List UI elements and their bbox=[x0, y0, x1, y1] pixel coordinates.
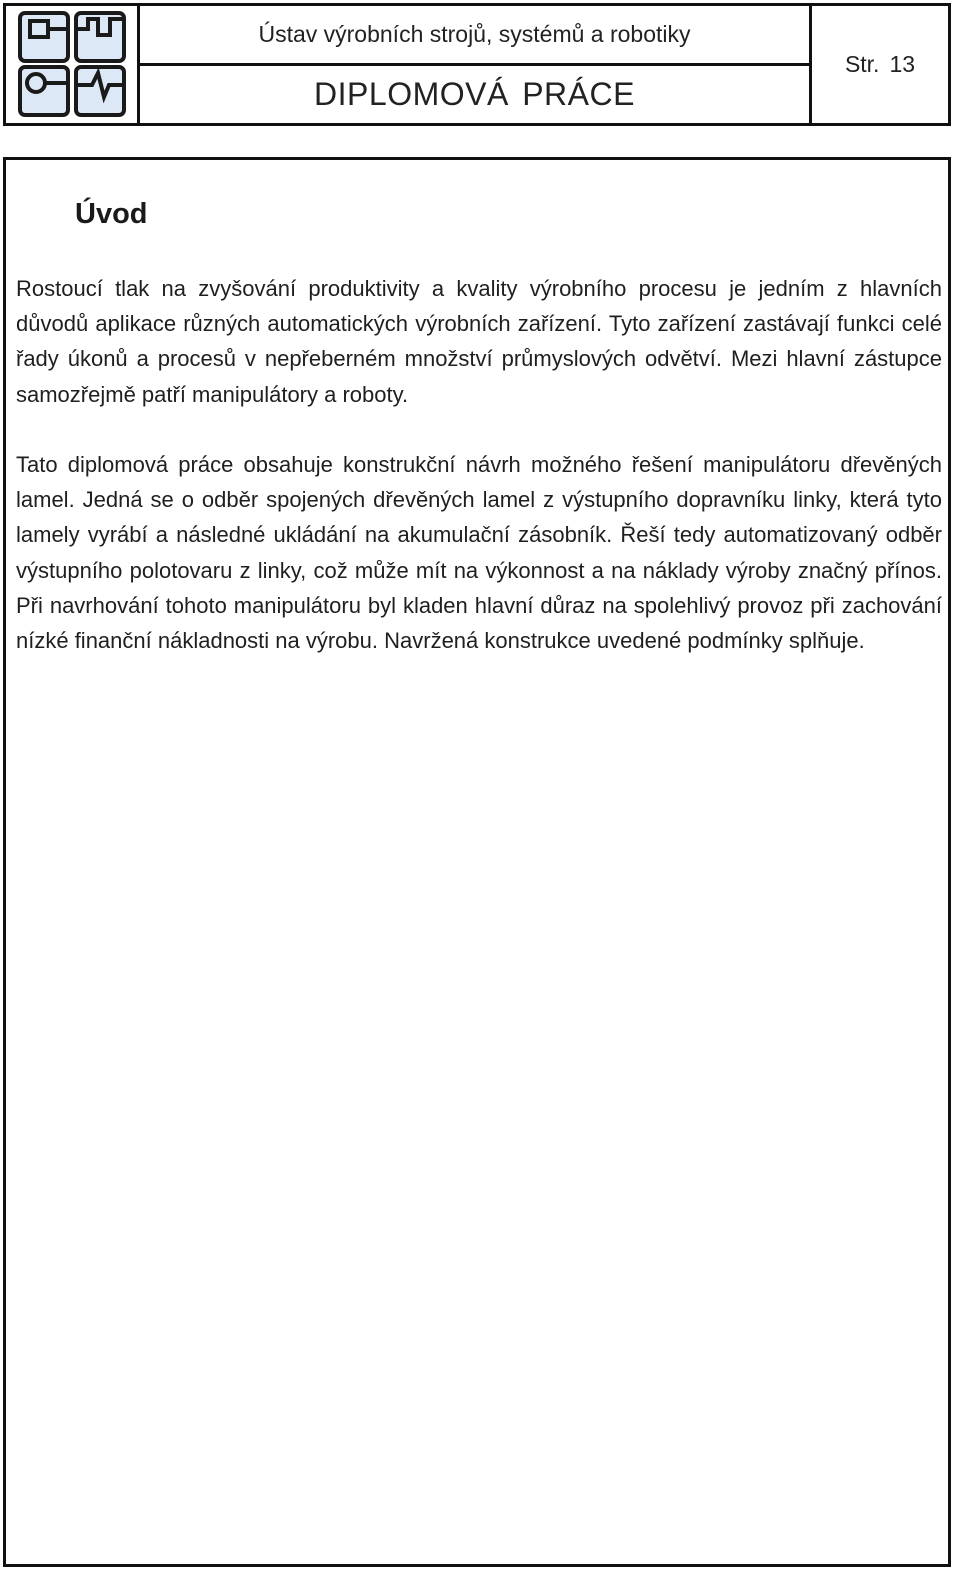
page-label: Str. bbox=[844, 51, 880, 77]
paragraph-2: Tato diplomová práce obsahuje konstrukční návrh možného řešení manipulátoru dřevěných lamel. Jedná se o odběr spojených dřevěných lamel z výstupního dopravníku linky, která tyto lamely vyrábí a následné ukládání na akumulační zásobník. Řeší tedy automatizovaný odběr výstupního polotovaru z linky, což může mít na výkonnost a na náklady výroby značný přínos. Při navrhování tohoto manipulátoru byl kladen hlavní důraz na spolehlivý provoz při zachování nízké finanční nákladnosti na výrobu. Navržená konstrukce uvedené podmínky splňuje. bbox=[16, 452, 942, 654]
document-type: DIPLOMOVÁ PRÁCE bbox=[314, 76, 635, 112]
page-header bbox=[3, 3, 951, 126]
logo-cell bbox=[6, 6, 140, 123]
paragraph-1: Rostoucí tlak na zvyšování produktivity a kvality výrobního procesu je jedním z hlavních důvodů aplikace různých automatických výrobních zařízení. Tyto zařízení zastávají funkci celé řady úkonů a procesů v nepřeberném množství průmyslových odvětví. Mezi hlavní zástupce samozřejmě patří manipulátory a roboty. bbox=[16, 276, 942, 407]
page-number-cell bbox=[812, 6, 948, 123]
institute-logo-icon bbox=[16, 9, 130, 121]
section-title: Úvod bbox=[75, 198, 148, 230]
content-frame bbox=[3, 157, 951, 1567]
header-title-cell bbox=[140, 6, 812, 123]
page-number: 13 bbox=[889, 51, 916, 77]
institute-name: Ústav výrobních strojů, systémů a robotiky bbox=[140, 6, 809, 66]
